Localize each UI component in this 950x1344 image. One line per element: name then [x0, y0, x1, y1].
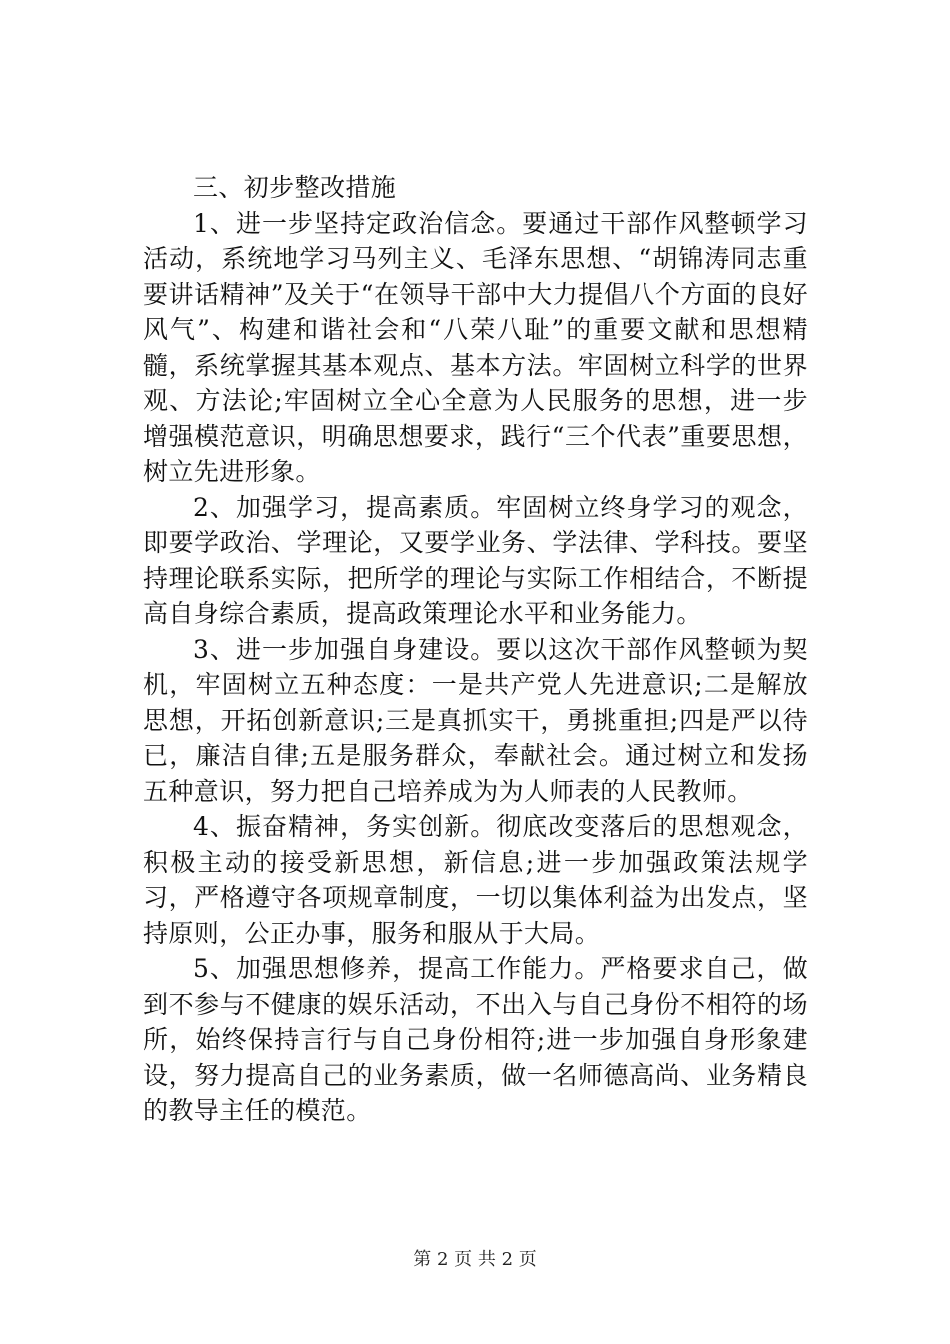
document-body — [143, 170, 808, 1129]
paragraph-4: 4、振奋精神，务实创新。彻底改变落后的思想观念，积极主动的接受新思想，新信息;进一步加强政策法规学习，严格遵守各项规章制度，一切以集体利益为出发点，坚持原则，公正办事，服务和服从于大局。 — [143, 812, 808, 948]
section-heading: 三、初步整改措施 — [193, 173, 397, 202]
page-number-footer: 第 2 页 共 2 页 — [413, 1249, 537, 1270]
paragraph-3: 3、进一步加强自身建设。要以这次干部作风整顿为契机，牢固树立五种态度：一是共产党人先进意识;二是解放思想，开拓创新意识;三是真抓实干，勇挑重担;四是严以待已，廉洁自律;五是服务群众，奉献社会。通过树立和发扬五种意识，努力把自己培养成为为人师表的人民教师。 — [143, 634, 808, 806]
paragraph-1: 1、进一步坚持定政治信念。要通过干部作风整顿学习活动，系统地学习马列主义、毛泽东思想、“胡锦涛同志重要讲话精神”及关于“在领导干部中大力提倡八个方面的良好风气”、构建和谐社会和“八荣八耻”的重要文献和思想精髓，系统掌握其基本观点、基本方法。牢固树立科学的世界观、方法论;牢固树立全心全意为人民服务的思想，进一步增强模范意识，明确思想要求，践行“三个代表”重要思想，树立先进形象。 — [143, 208, 808, 486]
paragraph-2: 2、加强学习，提高素质。牢固树立终身学习的观念，即要学政治、学理论，又要学业务、学法律、学科技。要坚持理论联系实际，把所学的理论与实际工作相结合，不断提高自身综合素质，提高政策理论水平和业务能力。 — [143, 492, 808, 628]
paragraph-5: 5、加强思想修养，提高工作能力。严格要求自己，做到不参与不健康的娱乐活动，不出入与自己身份不相符的场所，始终保持言行与自己身份相符;进一步加强自身形象建设，努力提高自己的业务素质，做一名师德高尚、业务精良的教导主任的模范。 — [143, 954, 808, 1125]
